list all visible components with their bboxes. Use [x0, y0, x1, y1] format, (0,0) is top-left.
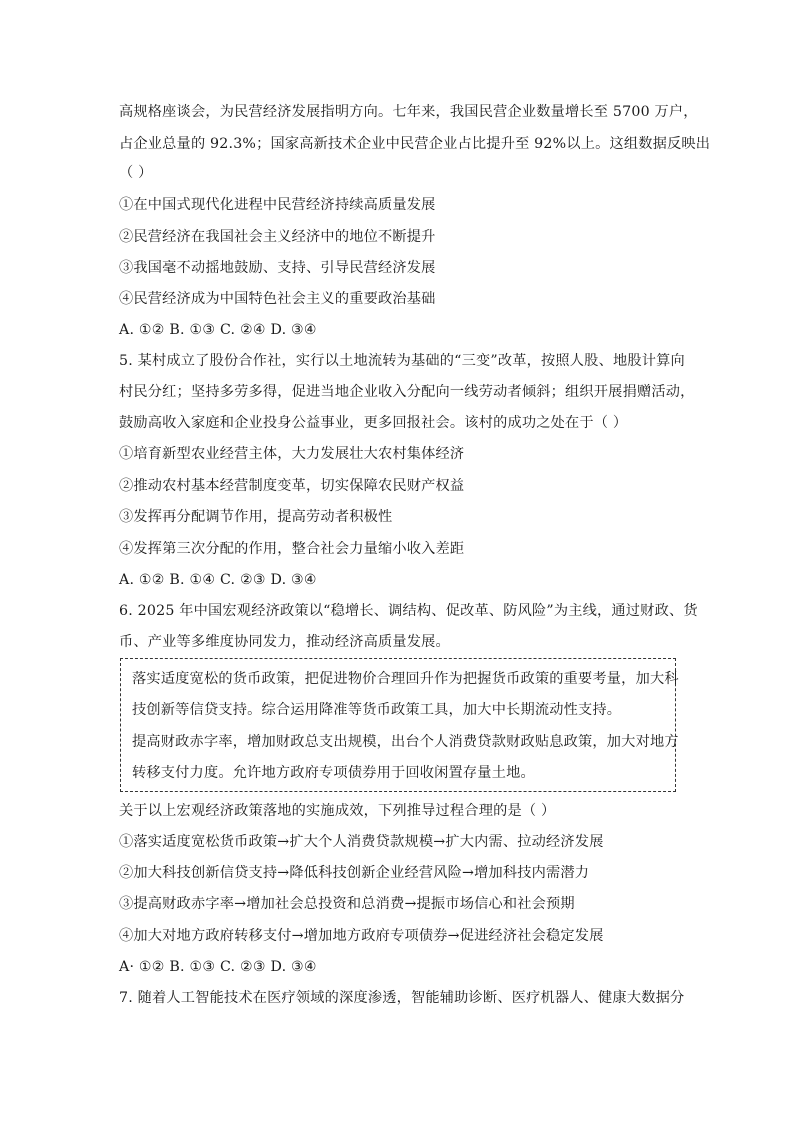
q6-box-line: 技创新等信贷支持。综合运用降准等货币政策工具，加大中长期流动性支持。 [132, 702, 622, 718]
q5-answer-choices: A. ①② B. ①④ C. ②③ D. ③④ [119, 572, 317, 588]
q6-option-3: ③提高财政赤字率→增加社会总投资和总消费→提振市场信心和社会预期 [119, 896, 575, 912]
q5-option-4: ④发挥第三次分配的作用，整合社会力量缩小收入差距 [119, 541, 465, 557]
q4-text-line: 高规格座谈会，为民营经济发展指明方向。七年来，我国民营企业数量增长至 5700 万户， [119, 104, 698, 120]
q6-text-line: 币、产业等多维度协同发力，推动经济高质量发展。 [119, 634, 450, 650]
q6-option-1: ①落实适度宽松货币政策→扩大个人消费贷款规模→扩大内需、拉动经济发展 [119, 834, 604, 850]
q4-answer-blank: （ ） [119, 165, 153, 181]
q6-box-line: 提高财政赤字率，增加财政总支出规模，出台个人消费贷款财政贴息政策，加大对地方 [132, 734, 679, 750]
q4-option-3: ③我国毫不动摇地鼓励、支持、引导民营经济发展 [119, 260, 436, 276]
q4-option-4: ④民营经济成为中国特色社会主义的重要政治基础 [119, 291, 436, 307]
q6-question: 关于以上宏观经济政策落地的实施成效，下列推导过程合理的是（ ） [119, 803, 556, 819]
q6-answer-choices: A· ①② B. ①③ C. ②③ D. ③④ [119, 959, 317, 975]
q6-box-line: 转移支付力度。允许地方政府专项债券用于回收闲置存量土地。 [132, 765, 535, 781]
q5-option-3: ③发挥再分配调节作用，提高劳动者积极性 [119, 509, 393, 525]
q6-box-line: 落实适度宽松的货币政策，把促进物价合理回升作为把握货币政策的重要考量，加大科 [132, 671, 679, 687]
q4-option-1: ①在中国式现代化进程中民营经济持续高质量发展 [119, 197, 436, 213]
q5-text-line: 村民分红；坚持多劳多得，促进当地企业收入分配向一线劳动者倾斜；组织开展捐赠活动， [119, 384, 695, 400]
q6-option-4: ④加大对地方政府转移支付→增加地方政府专项债券→促进经济社会稳定发展 [119, 928, 604, 944]
q5-text-line: 鼓励高收入家庭和企业投身公益事业，更多回报社会。该村的成功之处在于（ ） [119, 415, 628, 431]
q4-text-line: 占企业总量的 92.3%；国家高新技术企业中民营企业占比提升至 92%以上。这组数据反映出 [119, 136, 711, 152]
q7-text-line: 7. 随着人工智能技术在医疗领域的深度渗透，智能辅助诊断、医疗机器人、健康大数据分 [119, 990, 685, 1006]
q5-option-1: ①培育新型农业经营主体，大力发展壮大农村集体经济 [119, 446, 465, 462]
q4-option-2: ②民营经济在我国社会主义经济中的地位不断提升 [119, 229, 436, 245]
q4-answer-choices: A. ①② B. ①③ C. ②④ D. ③④ [119, 322, 317, 338]
q6-text-line: 6. 2025 年中国宏观经济政策以“稳增长、调结构、促改革、防风险”为主线，通过财政、货 [119, 603, 698, 619]
q6-policy-box [120, 658, 679, 792]
q5-text-line: 5. 某村成立了股份合作社，实行以土地流转为基础的“三变”改革，按照人股、地股计算向 [119, 353, 685, 369]
q6-option-2: ②加大科技创新信贷支持→降低科技创新企业经营风险→增加科技内需潜力 [119, 865, 590, 881]
q5-option-2: ②推动农村基本经营制度变革，切实保障农民财产权益 [119, 478, 465, 494]
